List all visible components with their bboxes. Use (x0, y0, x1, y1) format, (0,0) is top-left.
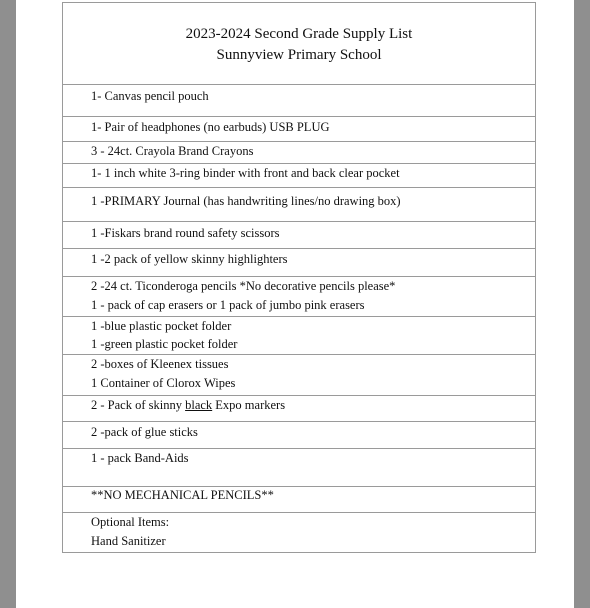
table-row (63, 222, 535, 249)
document-title: 2023-2024 Second Grade Supply List (185, 26, 413, 42)
supply-list-table (62, 2, 536, 553)
supply-item: 1 -PRIMARY Journal (has handwriting lines/no drawing box) (91, 194, 401, 208)
supply-item: 2 -24 ct. Ticonderoga pencils *No decorative pencils please* (91, 279, 396, 293)
table-row (63, 249, 535, 277)
supply-item: 1- Pair of headphones (no earbuds) USB PLUG (91, 120, 330, 134)
table-row (63, 355, 535, 396)
supply-item: 1- Canvas pencil pouch (91, 89, 209, 103)
table-row (63, 317, 535, 355)
supply-item: 1 -2 pack of yellow skinny highlighters (91, 252, 288, 266)
table-row (63, 85, 535, 117)
supply-item: 1 Container of Clorox Wipes (91, 376, 236, 390)
document-page (16, 0, 574, 608)
table-row (63, 277, 535, 317)
table-row (63, 513, 535, 553)
table-row (63, 449, 535, 487)
school-name: Sunnyview Primary School (216, 47, 382, 63)
supply-item: 2 -boxes of Kleenex tissues (91, 357, 229, 371)
table-row (63, 164, 535, 188)
supply-item: 1- 1 inch white 3-ring binder with front and back clear pocket (91, 166, 400, 180)
underlined-word: black (185, 398, 213, 412)
supply-item: 3 - 24ct. Crayola Brand Crayons (91, 144, 254, 158)
optional-items-heading: Optional Items: (91, 515, 170, 529)
supply-item: 1 -blue plastic pocket folder (91, 319, 232, 333)
supply-item: 1 -Fiskars brand round safety scissors (91, 226, 280, 240)
table-row (63, 422, 535, 449)
notice-text: **NO MECHANICAL PENCILS** (91, 488, 274, 502)
table-row (63, 117, 535, 142)
title-block (63, 3, 535, 85)
supply-item: 1 - pack of cap erasers or 1 pack of jumbo pink erasers (91, 298, 365, 312)
supply-item: 2 - Pack of skinny black Expo markers (91, 398, 286, 412)
table-row (63, 142, 535, 164)
supply-item: 1 - pack Band-Aids (91, 451, 189, 465)
supply-item: Hand Sanitizer (91, 534, 166, 548)
table-row (63, 396, 535, 422)
table-row (63, 188, 535, 222)
supply-item: 2 -pack of glue sticks (91, 425, 198, 439)
table-row (63, 487, 535, 513)
supply-item: 1 -green plastic pocket folder (91, 337, 238, 351)
